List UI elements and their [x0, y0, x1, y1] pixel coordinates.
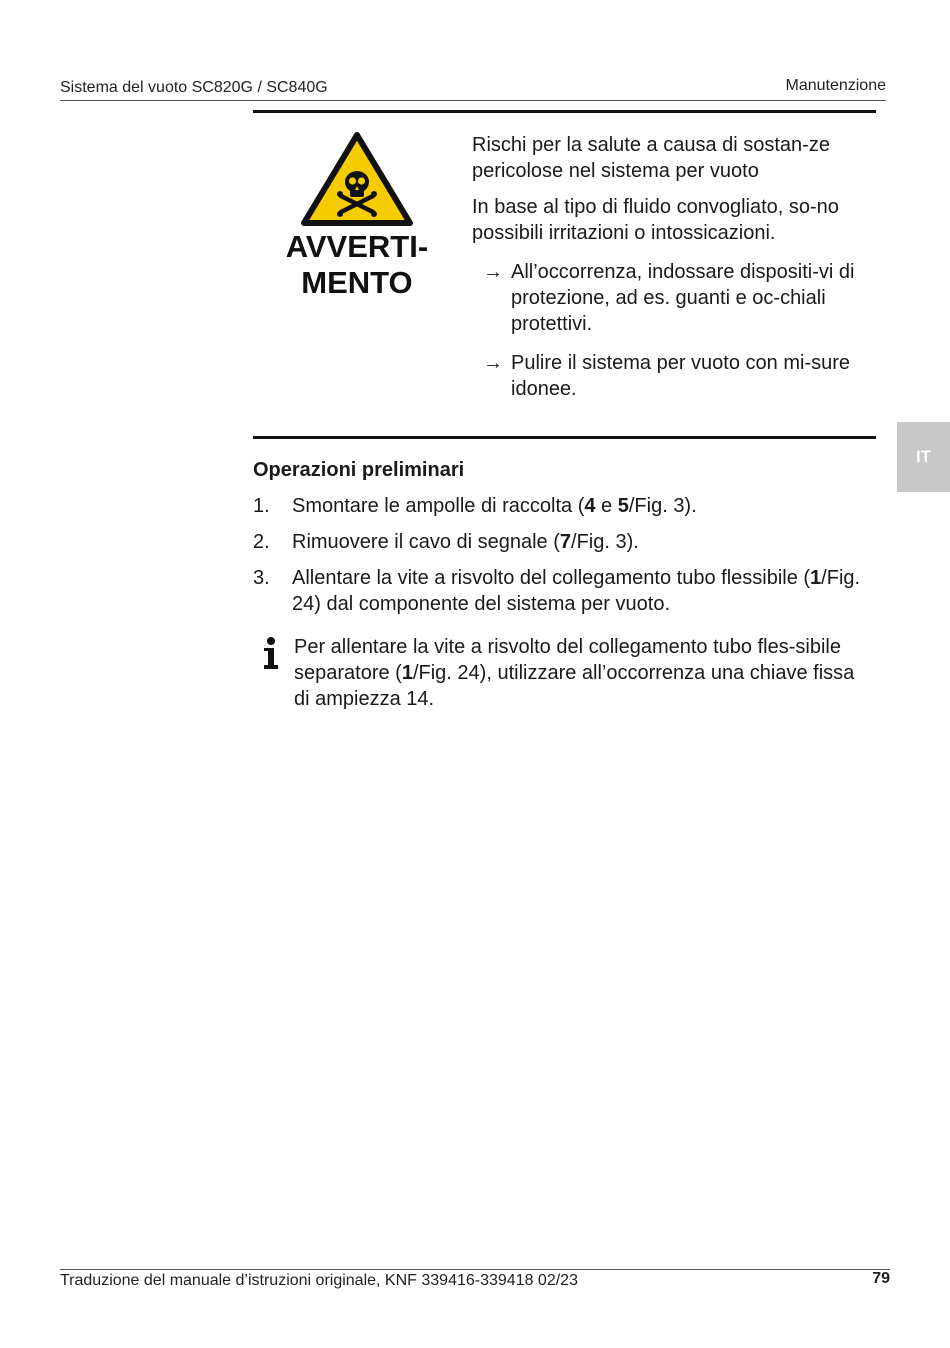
step-text-part: /Fig. 3).	[628, 495, 697, 517]
info-note-text	[294, 634, 869, 712]
step-ref-bold: 1	[810, 567, 822, 589]
warning-title: Rischi per la salute a causa di sostan-ze pericolose nel sistema per vuoto	[472, 134, 830, 182]
footer-text: Traduzione del manuale d’istruzioni originale, KNF 339416-339418 02/23	[60, 1272, 578, 1289]
step-text	[253, 493, 878, 519]
warning-step-text: All’occorrenza, indossare dispositi-vi di protezione, ad es. guanti e oc-chiali protettivi.	[511, 261, 855, 335]
arrow-right-icon: →	[483, 261, 503, 283]
step-text	[253, 565, 878, 617]
step-text	[253, 529, 878, 555]
step-text-part: /Fig. 3).	[571, 531, 639, 553]
warning-step	[483, 350, 878, 402]
step-number: 1.	[253, 495, 270, 517]
section-heading: Operazioni preliminari	[253, 459, 465, 481]
step-ref-bold: 5	[617, 495, 629, 517]
step-text-part: /Fig. 24) dal componente del sistema per vuoto.	[292, 567, 861, 615]
step-ref-bold: 4	[584, 495, 596, 517]
warning-top-divider	[253, 110, 876, 113]
info-ref-bold: 1	[401, 662, 413, 684]
header-document-title: Sistema del vuoto SC820G / SC840G	[60, 79, 328, 96]
warning-signal-word-line1: AVVERTI-	[285, 229, 429, 264]
info-text-part: /Fig. 24), utilizzare all’occorrenza una chiave fissa di ampiezza 14.	[294, 662, 855, 710]
procedure-step	[253, 493, 878, 519]
step-number: 3.	[253, 567, 270, 589]
footer-divider	[60, 1269, 890, 1270]
info-text-part: Per allentare la vite a risvolto del collegamento tubo fles-sibile separatore (	[294, 636, 841, 684]
step-number: 2.	[253, 531, 270, 553]
warning-signal-word-line2: MENTO	[301, 265, 413, 300]
step-text-part: Rimuovere il cavo di segnale (	[292, 531, 560, 553]
warning-bottom-divider	[253, 436, 876, 439]
page-number: 79	[872, 1270, 890, 1287]
warning-signal-word	[262, 229, 452, 301]
procedure-step	[253, 565, 878, 617]
header-divider	[60, 100, 886, 101]
step-text-part: e	[595, 495, 618, 517]
language-tab: IT	[897, 422, 950, 492]
skull-crossbones-warning-icon	[301, 132, 413, 226]
procedure-step	[253, 529, 878, 555]
warning-step-text: Pulire il sistema per vuoto con mi-sure idonee.	[511, 352, 851, 400]
step-text-part: Allentare la vite a risvolto del collegamento tubo flessibile (	[292, 567, 811, 589]
step-text-part: Smontare le ampolle di raccolta (	[292, 495, 585, 517]
warning-step	[483, 259, 878, 337]
step-ref-bold: 7	[559, 531, 572, 553]
info-icon	[262, 636, 280, 670]
warning-description: In base al tipo di fluido convogliato, so-no possibili irritazioni o intossicazioni.	[472, 196, 839, 244]
arrow-right-icon: →	[483, 352, 503, 374]
header-chapter-title: Manutenzione	[785, 77, 886, 94]
